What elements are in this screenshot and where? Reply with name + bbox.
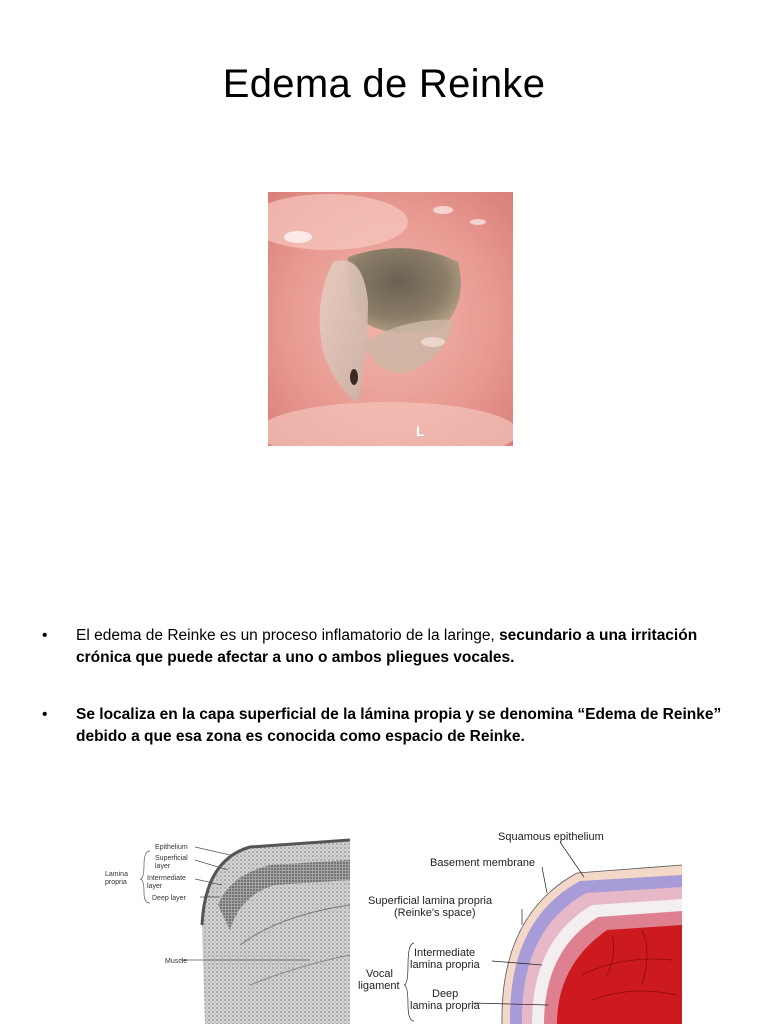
- label-intermediate-lamina-propria: Intermediate: [414, 947, 476, 959]
- bullet-text-bold: secundario a una irritación crónica que puede afectar a uno o ambos pliegues vocales.: [76, 627, 698, 666]
- label-reinkes-space: (Reinke's space): [394, 907, 476, 919]
- label-epithelium: Epithelium: [155, 844, 188, 851]
- label-vocal-ligament-2: ligament: [358, 980, 400, 992]
- label-squamous-epithelium: Squamous epithelium: [498, 831, 604, 843]
- photo-corner-mark: L: [416, 423, 425, 439]
- label-lamina-propria: Lamina: [105, 871, 128, 878]
- label-intermediate-lamina-propria-2: lamina propria: [410, 959, 480, 971]
- label-superficial-lamina-propria: Superficial lamina propria: [368, 895, 493, 907]
- label-vocal-ligament: Vocal: [366, 968, 393, 980]
- bullet-list: [40, 625, 730, 783]
- label-muscle: Muscle: [165, 958, 188, 965]
- bullet-marker: •: [42, 706, 48, 723]
- label-superficial-layer-2: layer: [155, 863, 171, 870]
- label-deep-lamina-propria: Deep: [432, 988, 459, 1000]
- label-superficial-layer: Superficial: [155, 855, 188, 862]
- label-lamina-propria-2: propria: [105, 879, 127, 886]
- label-deep-layer: Deep layer: [152, 895, 186, 902]
- bullet-item: [40, 625, 730, 669]
- bullet-text-bold: Se localiza en la capa superficial de la lámina propia y se denomina “Edema de Reinke” debido a que esa zona es conocida como espacio de Reinke.: [76, 706, 722, 745]
- label-deep-lamina-propria-2: lamina propria: [410, 1000, 480, 1012]
- vocal-fold-layers-diagram: [352, 825, 682, 1024]
- histology-diagram: [100, 835, 350, 1024]
- larynx-photo: [268, 192, 513, 446]
- bullet-marker: •: [42, 627, 48, 644]
- label-intermediate-layer: Intermediate: [147, 875, 186, 882]
- label-intermediate-layer-2: layer: [147, 883, 163, 890]
- bullet-text-normal: El edema de Reinke es un proceso inflamatorio de la laringe,: [76, 627, 500, 644]
- label-basement-membrane: Basement membrane: [430, 857, 536, 869]
- bullet-item: [40, 704, 730, 748]
- slide-title: Edema de Reinke: [222, 62, 546, 106]
